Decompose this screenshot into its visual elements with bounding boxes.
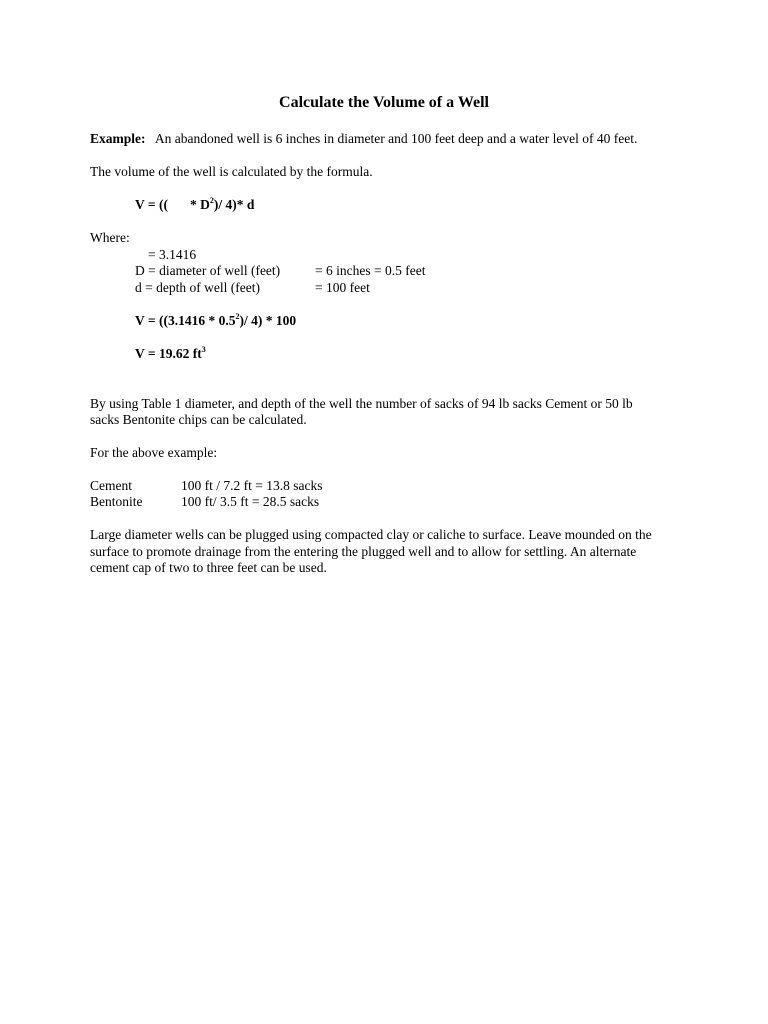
substitution-exponent: 2	[235, 311, 240, 321]
formula-exponent: 2	[209, 195, 214, 205]
volume-result	[135, 346, 206, 362]
closing-line1: Large diameter wells can be plugged using compacted clay or caliche to surface. Leave mounded on the	[90, 527, 652, 542]
cement-calc: 100 ft / 7.2 ft = 13.8 sacks	[181, 478, 323, 493]
substitution-part1: V = ((3.1416 * 0.5	[135, 313, 236, 328]
document-title: Calculate the Volume of a Well	[279, 94, 489, 111]
result-exponent: 3	[201, 344, 206, 354]
example-label: Example:	[90, 131, 146, 146]
diameter-value: = 6 inches = 0.5 feet	[315, 263, 426, 278]
diameter-definition: D = diameter of well (feet)	[135, 263, 281, 278]
substitution-part2: )/ 4) * 100	[239, 313, 297, 328]
table-paragraph-line1: By using Table 1 diameter, and depth of the well the number of sacks of 94 lb sacks Cement or 50 lb	[90, 396, 633, 411]
closing-line2: surface to promote drainage from the entering the plugged well and to allow for settling. An alternate	[90, 544, 637, 559]
depth-value: = 100 feet	[315, 280, 370, 295]
bentonite-label: Bentonite	[90, 494, 143, 509]
formula-part1: V = ((	[135, 197, 168, 212]
formula-part3: )/ 4)* d	[213, 197, 255, 212]
above-example: For the above example:	[90, 445, 218, 460]
table-paragraph-line2: sacks Bentonite chips can be calculated.	[90, 412, 307, 427]
example-line	[90, 131, 637, 147]
volume-formula	[135, 197, 254, 213]
cement-label: Cement	[90, 478, 132, 493]
result-part1: V = 19.62 ft	[135, 346, 202, 361]
example-text: An abandoned well is 6 inches in diameter and 100 feet deep and a water level of 40 feet.	[154, 131, 638, 146]
bentonite-calc: 100 ft/ 3.5 ft = 28.5 sacks	[181, 494, 320, 509]
formula-intro: The volume of the well is calculated by the formula.	[90, 164, 373, 179]
substitution-formula	[135, 313, 296, 329]
pi-definition: = 3.1416	[148, 247, 197, 262]
closing-line3: cement cap of two to three feet can be used.	[90, 560, 327, 575]
formula-part2: * D	[189, 197, 210, 212]
where-label: Where:	[90, 230, 130, 245]
depth-definition: d = depth of well (feet)	[135, 280, 260, 295]
